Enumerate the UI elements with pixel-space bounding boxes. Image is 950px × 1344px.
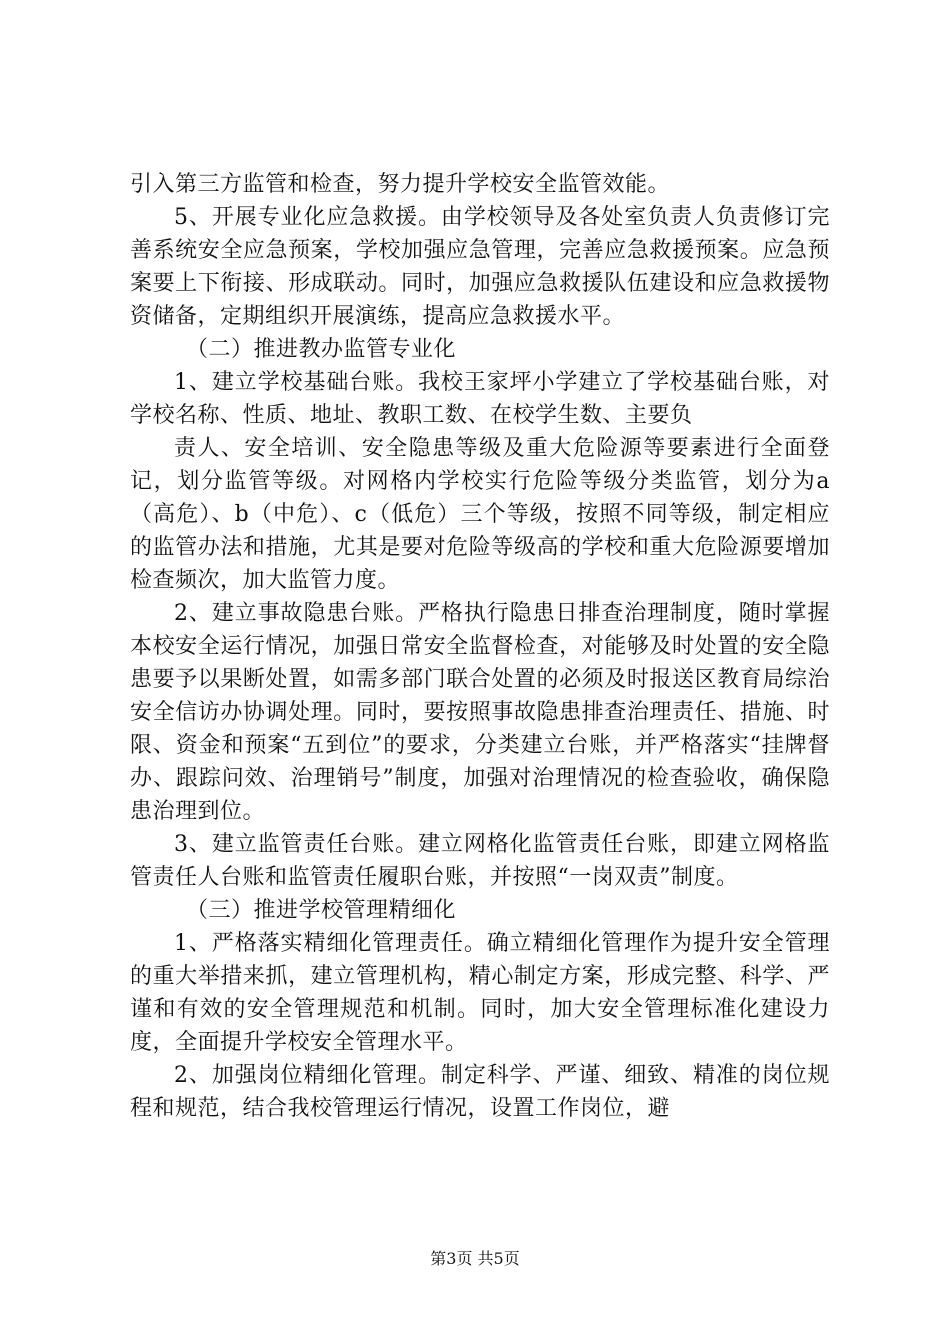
paragraph-item-3: 3、建立监管责任台账。建立网格化监管责任台账，即建立网格监管责任人台账和监管责任履职台账，并按照“一岗双责”制度。 — [130, 832, 830, 890]
paragraph-continuation: 引入第三方监管和检查，努力提升学校安全监管效能。 — [130, 172, 671, 197]
page-footer: 第3页 共5页 — [430, 1249, 520, 1268]
section-heading-3: （三）推进学校管理精细化 — [186, 898, 457, 923]
paragraph-item-1-continued: 责人、安全培训、安全隐患等级及重大危险源等要素进行全面登记，划分监管等级。对网格内学校实行危险等级分类监管，划分为a（高危）、b（中危）、c（低危）三个等级，按照不同等级，制定相应的监管办法和措施，尤其是要对危险等级高的学校和重大危险源要增加检查频次，加大监管力度。 — [130, 436, 830, 593]
document-body — [130, 168, 830, 1125]
section-heading-2: （二）推进教办监管专业化 — [186, 337, 457, 362]
paragraph-item-5: 5、开展专业化应急救援。由学校领导及各处室负责人负责修订完善系统安全应急预案，学校加强应急管理，完善应急救援预案。应急预案要上下衔接、形成联动。同时，加强应急救援队伍建设和应急救援物资储备，定期组织开展演练，提高应急救援水平。 — [130, 205, 830, 329]
paragraph-item-2b: 2、加强岗位精细化管理。制定科学、严谨、细致、精准的岗位规程和规范，结合我校管理运行情况，设置工作岗位，避 — [130, 1063, 830, 1121]
paragraph-item-1: 1、建立学校基础台账。我校王家坪小学建立了学校基础台账，对学校名称、性质、地址、教职工数、在校学生数、主要负 — [130, 370, 830, 428]
paragraph-item-1b: 1、严格落实精细化管理责任。确立精细化管理作为提升安全管理的重大举措来抓，建立管理机构，精心制定方案，形成完整、科学、严谨和有效的安全管理规范和机制。同时，加大安全管理标准化建设力度，全面提升学校安全管理水平。 — [130, 931, 830, 1055]
paragraph-item-2: 2、建立事故隐患台账。严格执行隐患日排查治理制度，随时掌握本校安全运行情况，加强日常安全监督检查，对能够及时处置的安全隐患要予以果断处置，如需多部门联合处置的必须及时报送区教育局综治安全信访办协调处理。同时，要按照事故隐患排查治理责任、措施、时限、资金和预案“五到位”的要求，分类建立台账，并严格落实“挂牌督办、跟踪问效、治理销号”制度，加强对治理情况的检查验收，确保隐患治理到位。 — [130, 601, 830, 824]
